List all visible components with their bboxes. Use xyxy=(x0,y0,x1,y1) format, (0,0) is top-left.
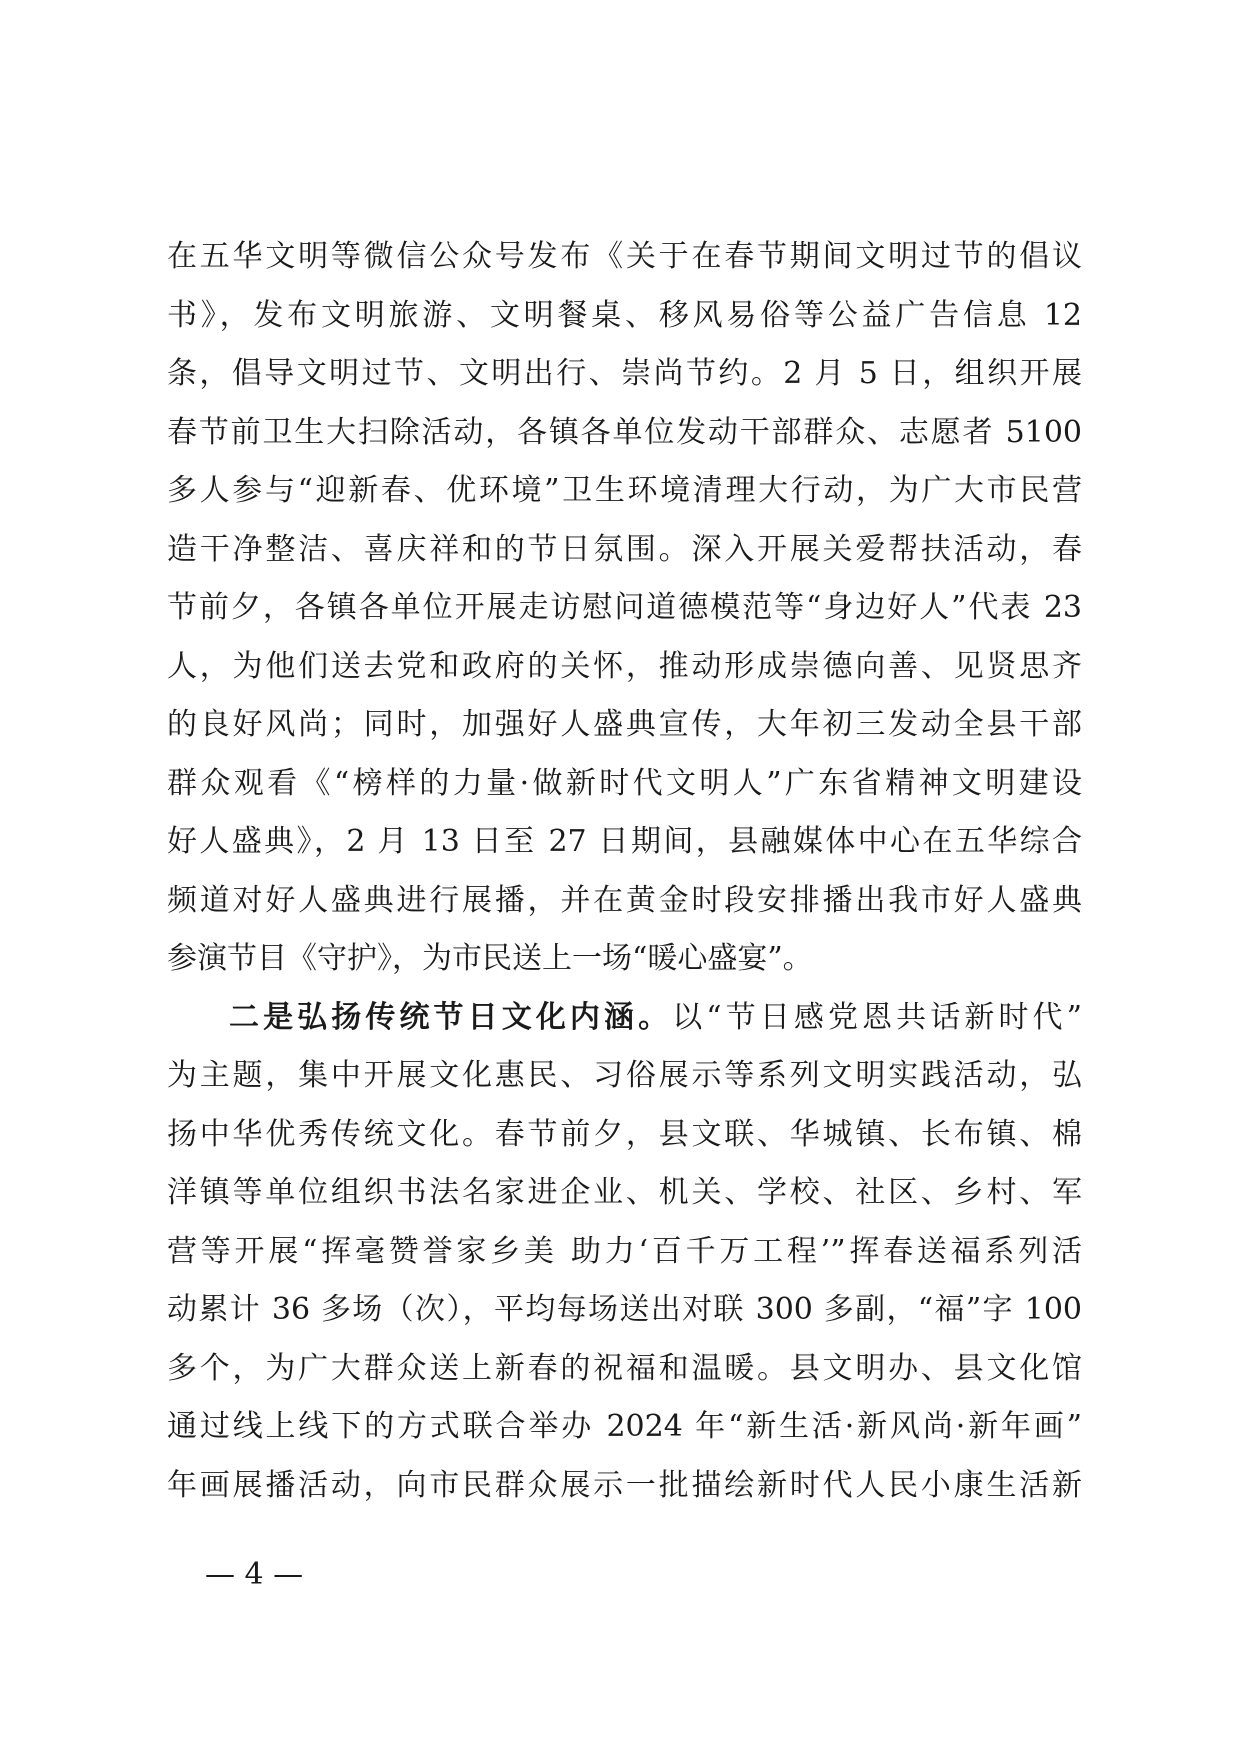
text-line: 造干净整洁、喜庆祥和的节日氛围。深入开展关爱帮扶活动，春 xyxy=(167,531,1082,567)
page-number: — 4 — xyxy=(205,1557,304,1592)
text-line: 营等开展“挥毫赞誉家乡美 助力‘百千万工程’”挥春送福系列活 xyxy=(167,1233,1082,1269)
text-line: 年画展播活动，向市民群众展示一批描绘新时代人民小康生活新 xyxy=(167,1467,1082,1503)
text-line xyxy=(167,989,1082,1048)
text-line: 群众观看《“榜样的力量·做新时代文明人”广东省精神文明建设 xyxy=(167,765,1082,801)
text-line: 为主题，集中开展文化惠民、习俗展示等系列文明实践活动，弘 xyxy=(167,1058,1082,1093)
text-line: 在五华文明等微信公众号发布《关于在春节期间文明过节的倡议 xyxy=(167,239,1082,274)
text-line: 多人参与“迎新春、优环境”卫生环境清理大行动，为广大市民营 xyxy=(167,473,1082,508)
text-span: 以“节日感党恩共话新时代” xyxy=(672,999,1082,1035)
text-line: 春节前卫生大扫除活动，各镇各单位发动干部群众、志愿者 5100 xyxy=(167,414,1082,450)
text-line: 书》，发布文明旅游、文明餐桌、移风易俗等公益广告信息 12 xyxy=(167,297,1082,333)
text-line: 动累计 36 多场（次），平均每场送出对联 300 多副，“福”字 100 xyxy=(167,1292,1082,1327)
text-line: 扬中华优秀传统文化。春节前夕，县文联、华城镇、长布镇、棉 xyxy=(167,1116,1082,1152)
body-text xyxy=(167,228,1082,1515)
paragraph-2 xyxy=(167,989,1082,1516)
text-line: 的良好风尚；同时，加强好人盛典宣传，大年初三发动全县干部 xyxy=(167,707,1082,742)
text-line: 洋镇等单位组织书法名家进企业、机关、学校、社区、乡村、军 xyxy=(167,1175,1082,1210)
text-line: 参演节目《守护》，为市民送上一场“暖心盛宴”。 xyxy=(167,941,813,976)
text-line: 通过线上线下的方式联合举办 2024 年“新生活·新风尚·新年画” xyxy=(167,1409,1082,1444)
text-line: 人，为他们送去党和政府的关怀，推动形成崇德向善、见贤思齐 xyxy=(167,648,1082,684)
text-line: 频道对好人盛典进行展播，并在黄金时段安排播出我市好人盛典 xyxy=(167,882,1082,918)
text-line: 条，倡导文明过节、文明出行、崇尚节约。2 月 5 日，组织开展 xyxy=(167,356,1082,391)
paragraph-1 xyxy=(167,228,1082,989)
text-line: 好人盛典》，2 月 13 日至 27 日期间，县融媒体中心在五华综合 xyxy=(167,824,1082,859)
text-line: 节前夕，各镇各单位开展走访慰问道德模范等“身边好人”代表 23 xyxy=(167,590,1082,625)
text-line: 多个，为广大群众送上新春的祝福和温暖。县文明办、县文化馆 xyxy=(167,1350,1082,1386)
section-lead-heading: 二是弘扬传统节日文化内涵。 xyxy=(229,999,673,1035)
